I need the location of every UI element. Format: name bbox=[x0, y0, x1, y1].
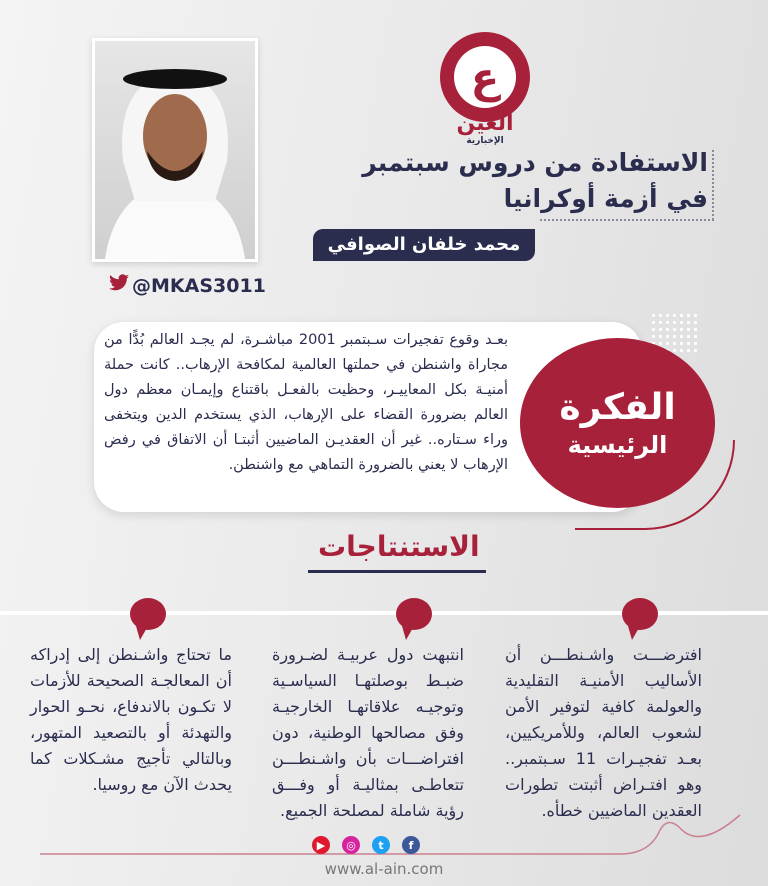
dotted-divider bbox=[540, 219, 714, 221]
social-links bbox=[312, 836, 420, 854]
conclusion-item: انتبهت دول عربيـة لضـرورة ضبـط بوصلتهـا السياسـية وتوجيـه علاقاتهـا الخارجيـة وفق مصالحها الوطنية، دون افتراضـــات بأن واشـنطـــن تتعاطـى بمثاليـة أو وفـــق رؤية شاملة لمصلحة الجميع. bbox=[272, 645, 464, 820]
title-line-1: الاستفادة من دروس سبتمبر bbox=[362, 148, 708, 177]
conclusion-item: ما تحتاج واشـنطن إلى إدراكه أن المعالجـة الصحيحة للأزمات لا تكـون بالاندفاع، نحـو الحوار والتهدئة أو بالتصعيد المتهور، وبالتالي تأجيج مشـكلات كما يحدث الآن مع روسيا. bbox=[30, 645, 232, 794]
title-line-2: في أزمة أوكرانيا bbox=[503, 184, 708, 213]
badge-line-1: الفكرة bbox=[559, 387, 676, 428]
twitter-icon bbox=[108, 274, 130, 297]
twitter-handle[interactable] bbox=[108, 274, 266, 297]
conclusions-heading: الاستنتاجات bbox=[318, 530, 480, 563]
facebook-icon[interactable]: f bbox=[402, 836, 420, 854]
author-photo bbox=[92, 38, 258, 262]
author-name: محمد خلفان الصوافي bbox=[313, 229, 535, 261]
handle-text: @MKAS3011 bbox=[132, 274, 266, 297]
website-url[interactable]: www.al-ain.com bbox=[324, 860, 444, 878]
speech-bubble-icon bbox=[622, 598, 658, 630]
article-title bbox=[308, 145, 708, 217]
speech-bubble-icon bbox=[396, 598, 432, 630]
main-idea-badge bbox=[520, 338, 715, 508]
main-idea-text: بعـد وقوع تفجيرات سـبتمبر 2001 مباشـرة، لم يجـد العالم بُدًّا من مجاراة واشنطن في حملتها العالمية لمكافحة الإرهاب.. كانت حملة أمنيـة بكل المعاييـر، وحظيت بالفعـل باقتناع وإيمـان معظم دول العالم بضرورة القضاء على الإرهاب، الذي يستخدم الدين ويتخفى وراء سـتاره.. غير أن العقديـن الماضيين أثبتـا أن الاتفاق في رفض الإرهاب لا يعني بالضرورة التماهي مع واشنطن. bbox=[104, 332, 508, 473]
heading-underline bbox=[308, 570, 486, 573]
dotted-divider bbox=[712, 150, 714, 220]
youtube-icon[interactable]: ▶ bbox=[312, 836, 330, 854]
brand-sub: الإخبارية bbox=[466, 136, 504, 146]
instagram-icon[interactable]: ◎ bbox=[342, 836, 360, 854]
badge-line-2: الرئيسية bbox=[567, 431, 668, 459]
speech-bubble-icon bbox=[130, 598, 166, 630]
twitter-icon[interactable]: t bbox=[372, 836, 390, 854]
brand-name: العين bbox=[456, 111, 514, 136]
logo-glyph: ع bbox=[454, 46, 516, 108]
brand-wordmark bbox=[430, 112, 540, 146]
conclusion-item: افترضـــت واشـنطـــن أن الأساليب الأمنيـة التقليدية والعولمة كافية لتوفير الأمن لشعوب العالم، وللأمريكيين، بعـد تفجيـرات 11 سـبتمبر.. وهو افتـراض أثبتت تطورات العقدين الماضيين خطأه. bbox=[505, 645, 703, 820]
brand-logo bbox=[440, 32, 530, 122]
